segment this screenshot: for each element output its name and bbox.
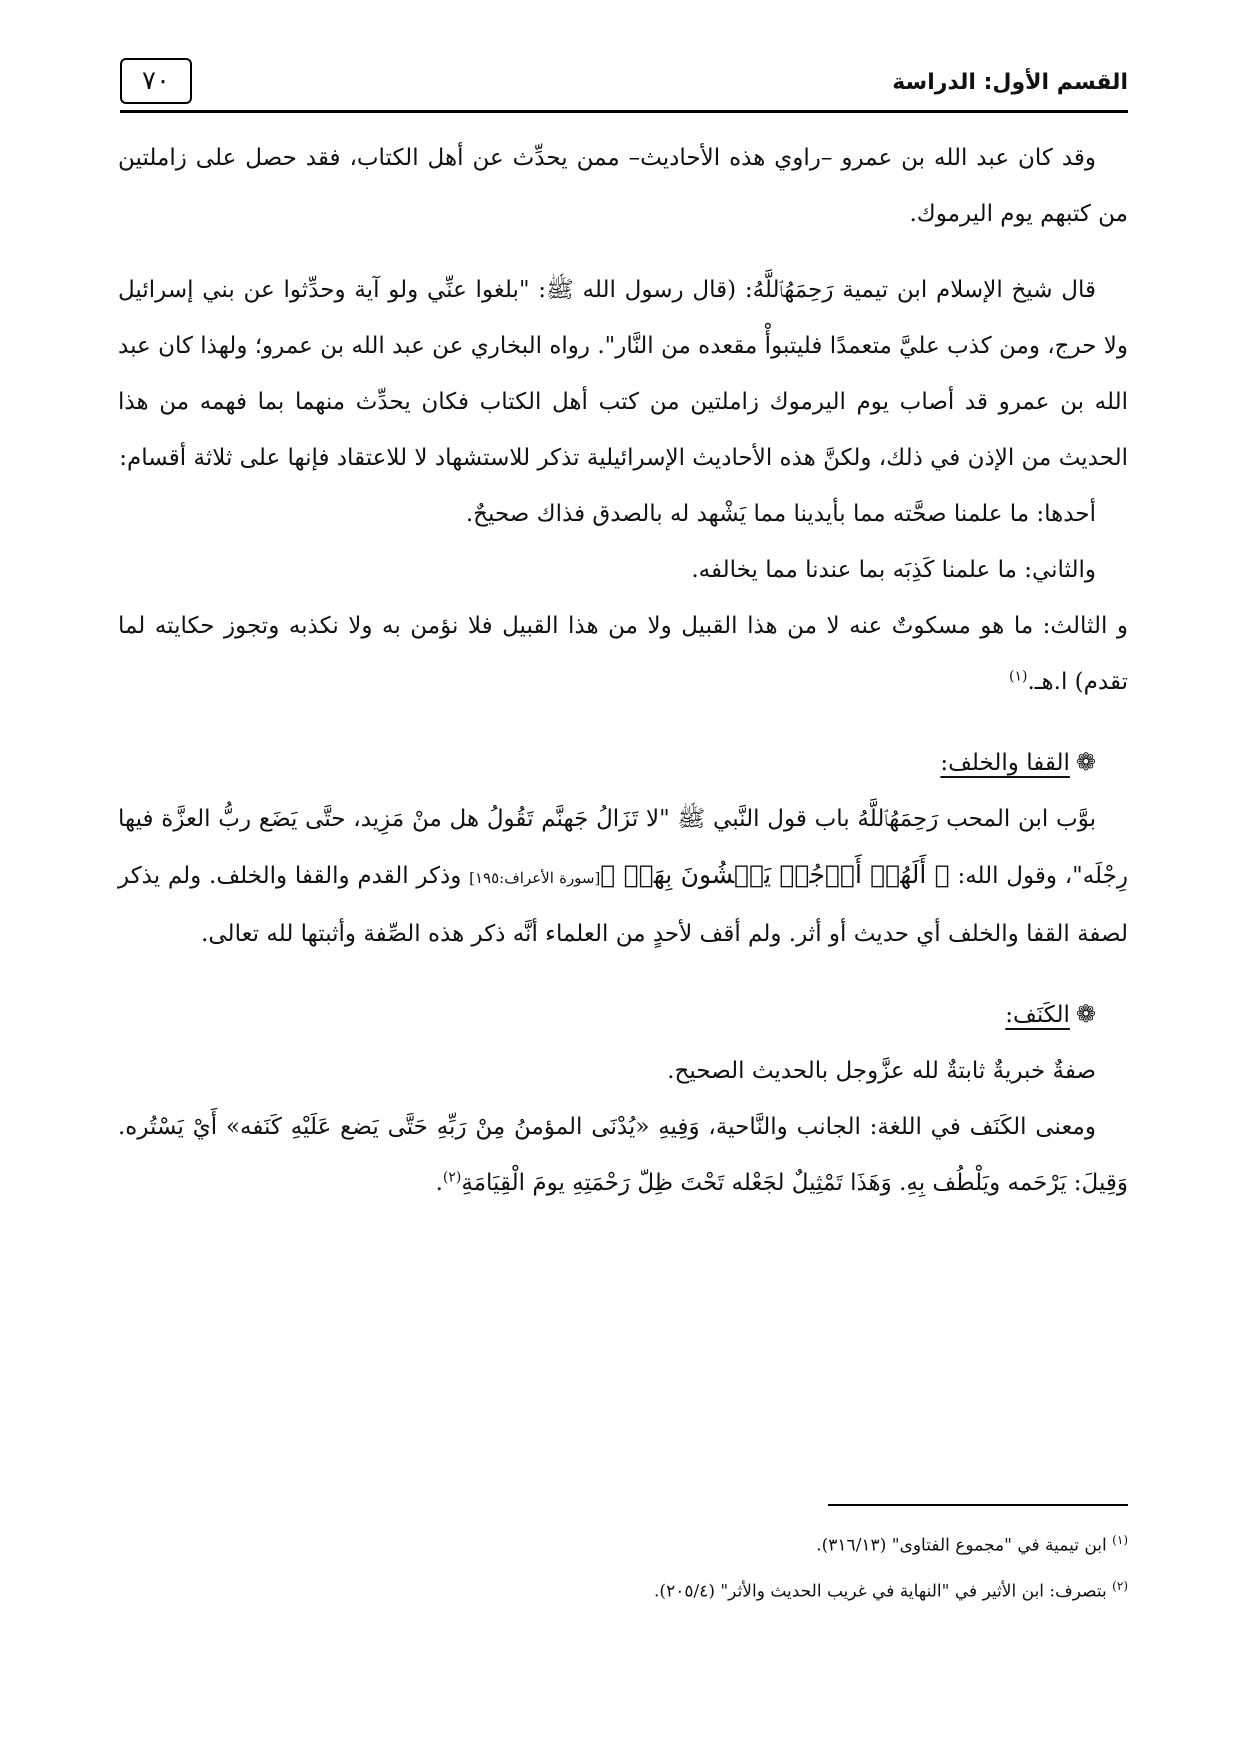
paragraph: صفةٌ خبريةٌ ثابتةٌ لله عزَّوجل بالحديث الصحيح. bbox=[667, 1058, 1096, 1084]
paragraph bbox=[118, 598, 1128, 710]
paragraph: أحدها: ما علمنا صحَّته مما بأيدينا مما يَشْهد له بالصدق فذاك صحيحٌ. bbox=[465, 501, 1096, 527]
paragraph: وقد كان عبد الله بن عمرو –راوي هذه الأحاديث– ممن يحدِّث عن أهل الكتاب، فقد حصل على زاملتين من كتبهم يوم اليرموك. bbox=[118, 145, 1128, 227]
paragraph-text: . bbox=[435, 1170, 443, 1196]
page-header bbox=[120, 58, 1128, 108]
section-heading-text: القفا والخلف: bbox=[940, 750, 1070, 776]
paragraph: والثاني: ما علمنا كَذِبَه بما عندنا مما يخالفه. bbox=[691, 557, 1096, 583]
footnote-mark: (٢) bbox=[1112, 1578, 1128, 1593]
quran-verse: ﴿ أَلَهُمۡ أَرۡجُلٞ يَمۡشُونَ بِهَآۖ ﴾ bbox=[600, 860, 950, 889]
footnote bbox=[118, 1566, 1128, 1612]
footnote bbox=[118, 1520, 1128, 1566]
footnotes bbox=[118, 1520, 1128, 1611]
verse-reference: [سورة الأعراف:١٩٥] bbox=[469, 869, 601, 887]
page-number: ٧٠ bbox=[120, 58, 192, 104]
footnote-ref[interactable]: (٢) bbox=[442, 1169, 462, 1186]
footnote-text: بتصرف: ابن الأثير في "النهاية في غريب الحديث والأثر" (٢٠٥/٤). bbox=[654, 1581, 1107, 1602]
running-title: القسم الأول: الدراسة bbox=[892, 70, 1128, 95]
paragraph-text: بوَّب ابن المحب رَحِمَهُٱللَّهُ باب قول النَّبي ﷺ "لا تَزَالُ جَهنَّم تَقُولُ هل منْ مَزِيد، حتَّى يَضَع ربُّ العزَّة فيها رِجْلَه"، وقول الله: bbox=[118, 806, 1128, 889]
header-divider bbox=[120, 110, 1128, 113]
section-heading bbox=[118, 734, 1128, 791]
flower-ornament-icon: ❁ bbox=[1075, 1000, 1096, 1028]
main-text bbox=[118, 130, 1128, 1211]
paragraph-text: وذكر القدم والقفا والخلف. ولم يذكر لصفة القفا والخلف أي حديث أو أثر. ولم أقف لأحدٍ من العلماء أنَّه ذكر هذه الصِّفة وأثبتها لله تعالى. bbox=[118, 863, 1128, 947]
section-heading bbox=[118, 986, 1128, 1043]
paragraph: قال شيخ الإسلام ابن تيمية رَحِمَهُٱللَّهُ: (قال رسول الله ﷺ: "بلغوا عنِّي ولو آية وحدِّثوا عن بني إسرائيل ولا حرج، ومن كذب عليَّ متعمدًا فليتبوأْ مقعده من النَّار". رواه البخاري عن عبد الله بن عمرو؛ ولهذا كان عبد الله بن عمرو قد أصاب يوم اليرموك زاملتين من كتب أهل الكتاب فكان يحدِّث منهما بما فهمه من هذا الحديث من الإذن في ذلك، ولكنَّ هذه الأحاديث الإسرائيلية تذكر للاستشهاد لا للاعتقاد فإنها على ثلاثة أقسام: bbox=[118, 277, 1128, 471]
footnote-mark: (١) bbox=[1112, 1533, 1128, 1547]
footnote-text: ابن تيمية في "مجموع الفتاوى" (٣١٦/١٣). bbox=[816, 1535, 1107, 1556]
section-heading-text: الكَنَف: bbox=[1005, 1002, 1070, 1028]
footnote-ref[interactable]: (١) bbox=[1009, 668, 1028, 685]
paragraph bbox=[118, 1099, 1128, 1211]
footnote-divider bbox=[828, 1504, 1128, 1506]
paragraph-text: و الثالث: ما هو مسكوتٌ عنه لا من هذا القبيل ولا من هذا القبيل فلا نؤمن به ولا نكذبه وتجوز حكايته لما تقدم) ا.هـ. bbox=[118, 613, 1128, 695]
flower-ornament-icon: ❁ bbox=[1075, 748, 1096, 776]
paragraph-text: ومعنى الكَنَف في اللغة: الجانب والنَّاحية، وَفِيهِ «يُدْنَى المؤمنُ مِنْ رَبِّهِ حَتَّى يَضع عَلَيْهِ كَنَفه» أَيْ يَسْتُره. وَقِيلَ: يَرْحَمه ويَلْطُف بِهِ. وَهَذَا تَمْثِيلٌ لجَعْله تَحْتَ ظِلّ رَحْمَتِهِ يومَ الْقِيَامَةِ bbox=[118, 1114, 1128, 1196]
paragraph bbox=[118, 791, 1128, 962]
